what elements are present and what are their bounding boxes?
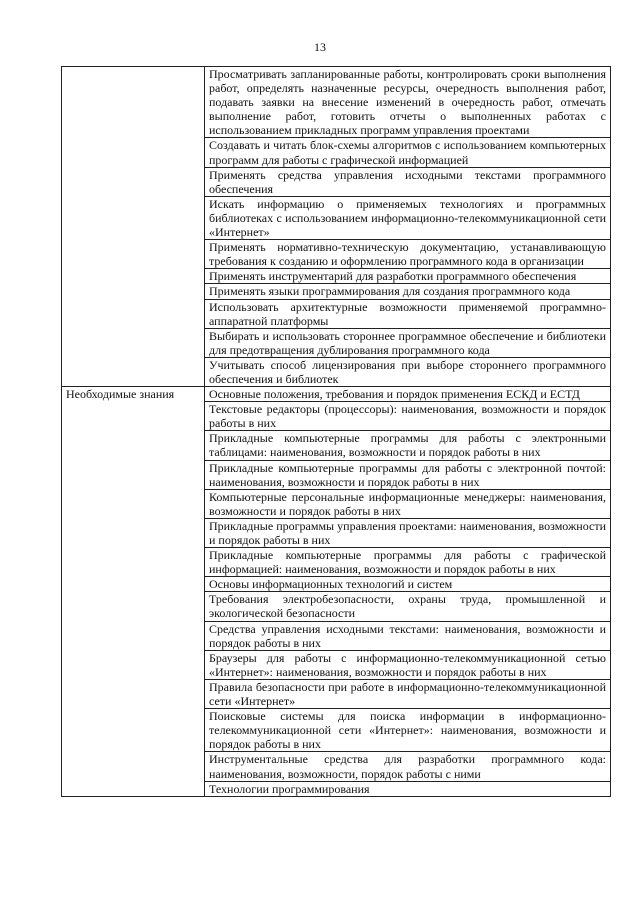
knowledge-label: Необходимые знания <box>62 387 205 797</box>
table-row <box>62 67 611 138</box>
ability-item: Просматривать запланированные работы, контролировать сроки выполнения работ, определять назначенные ресурсы, очередность выполнения работ, подавать заявки на внесение изменений в очередность работ, отмечать выполнение работ, готовить отчеты о выполненных работах с использованием прикладных программ управления проектами <box>205 67 611 138</box>
knowledge-item: Прикладные программы управления проектами: наименования, возможности и порядок работы в них <box>205 518 611 547</box>
ability-item: Применять языки программирования для создания программного кода <box>205 284 611 299</box>
knowledge-item: Прикладные компьютерные программы для работы с электронной почтой: наименования, возможности и порядок работы в них <box>205 460 611 489</box>
ability-item: Выбирать и использовать стороннее программное обеспечение и библиотеки для предотвращения дублирования программного кода <box>205 328 611 357</box>
knowledge-item: Прикладные компьютерные программы для работы с электронными таблицами: наименования, возможности и порядок работы в них <box>205 431 611 460</box>
abilities-label-cell <box>62 67 205 387</box>
ability-item: Применять нормативно-техническую документацию, устанавливающую требования к созданию и оформлению программного кода в организации <box>205 240 611 269</box>
knowledge-item: Правила безопасности при работе в информационно-телекоммуникационной сети «Интернет» <box>205 679 611 708</box>
knowledge-item: Основы информационных технологий и систем <box>205 577 611 592</box>
competency-table <box>61 66 611 797</box>
knowledge-item: Прикладные компьютерные программы для работы с графической информацией: наименования, возможности и порядок работы в них <box>205 548 611 577</box>
ability-item: Искать информацию о применяемых технологиях и программных библиотеках с использованием информационно-телекоммуникационной сети «Интернет» <box>205 196 611 239</box>
knowledge-item: Поисковые системы для поиска информации в информационно-телекоммуникационной сети «Интернет»: наименования, возможности и порядок работы в них <box>205 709 611 752</box>
knowledge-item: Браузеры для работы с информационно-телекоммуникационной сетью «Интернет»: наименования, возможности и порядок работы в них <box>205 650 611 679</box>
knowledge-item: Требования электробезопасности, охраны труда, промышленной и экологической безопасности <box>205 592 611 621</box>
knowledge-item: Технологии программирования <box>205 781 611 796</box>
ability-item: Применять инструментарий для разработки программного обеспечения <box>205 269 611 284</box>
knowledge-item: Текстовые редакторы (процессоры): наименования, возможности и порядок работы в них <box>205 402 611 431</box>
knowledge-item: Инструментальные средства для разработки программного кода: наименования, возможности, порядок работы с ними <box>205 752 611 781</box>
ability-item: Использовать архитектурные возможности применяемой программно-аппаратной платформы <box>205 299 611 328</box>
knowledge-item: Компьютерные персональные информационные менеджеры: наименования, возможности и порядок работы в них <box>205 489 611 518</box>
knowledge-item: Средства управления исходными текстами: наименования, возможности и порядок работы в них <box>205 621 611 650</box>
knowledge-item: Основные положения, требования и порядок применения ЕСКД и ЕСТД <box>205 387 611 402</box>
ability-item: Применять средства управления исходными текстами программного обеспечения <box>205 167 611 196</box>
ability-item: Создавать и читать блок-схемы алгоритмов с использованием компьютерных программ для работы с графической информацией <box>205 138 611 167</box>
ability-item: Учитывать способ лицензирования при выборе стороннего программного обеспечения и библиотек <box>205 357 611 386</box>
page-number: 13 <box>314 40 326 54</box>
table-row <box>62 387 611 402</box>
